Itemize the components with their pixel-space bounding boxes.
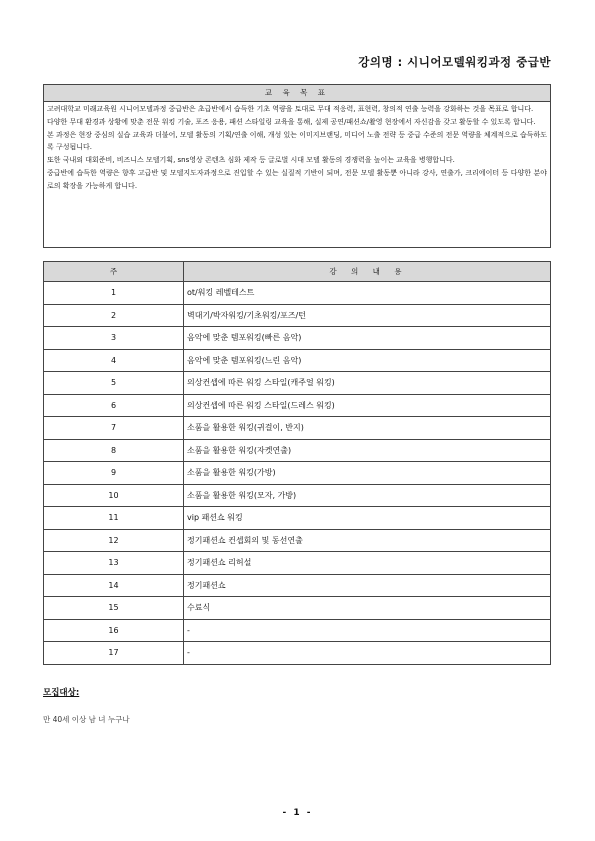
week-number: 6 [44, 394, 184, 417]
schedule-header-row [44, 262, 551, 282]
week-number: 1 [44, 282, 184, 305]
lecture-content: 수료식 [184, 597, 551, 620]
lecture-content: 음악에 맞춘 템포워킹(느린 음악) [184, 349, 551, 372]
week-number: 14 [44, 574, 184, 597]
lecture-content: 소품을 활용한 워킹(자켓연출) [184, 439, 551, 462]
week-number: 13 [44, 552, 184, 575]
course-title: 강의명 : 시니어모델워킹과정 중급반 [358, 55, 551, 69]
recruit-target-text: 만 40세 이상 남 녀 누구나 [43, 715, 130, 724]
week-column-header: 주 [44, 262, 184, 282]
lecture-content: 정기패션쇼 리허설 [184, 552, 551, 575]
lecture-content: ot/워킹 레벨테스트 [184, 282, 551, 305]
table-row [44, 484, 551, 507]
lecture-content: 음악에 맞춘 템포워킹(빠른 음악) [184, 327, 551, 350]
week-number: 7 [44, 417, 184, 440]
lecture-content: 정기패션쇼 [184, 574, 551, 597]
table-row [44, 439, 551, 462]
education-goals-box [43, 84, 551, 248]
table-row [44, 642, 551, 665]
education-goals-body [44, 102, 550, 194]
lecture-content: 정기패션쇼 컨셉회의 및 동선연출 [184, 529, 551, 552]
week-number: 10 [44, 484, 184, 507]
table-row [44, 529, 551, 552]
week-number: 5 [44, 372, 184, 395]
table-row [44, 372, 551, 395]
table-row [44, 552, 551, 575]
table-row [44, 282, 551, 305]
table-row [44, 462, 551, 485]
table-row [44, 417, 551, 440]
lecture-content: 소품을 활용한 워킹(모자, 가방) [184, 484, 551, 507]
lecture-content: vip 패션쇼 워킹 [184, 507, 551, 530]
table-row [44, 574, 551, 597]
goal-paragraph: 중급반에 습득한 역량은 향후 고급반 및 모델지도자과정으로 진입할 수 있는 실질적 기반이 되며, 전문 모델 활동뿐 아니라 강사, 연출가, 크리에이터 등 다양한 분야로의 확장을 가능하게 합니다. [47, 168, 547, 190]
lecture-content: 벽대기/박자워킹/기초워킹/포즈/턴 [184, 304, 551, 327]
page-number: - 1 - [282, 808, 313, 818]
week-number: 3 [44, 327, 184, 350]
schedule-table [43, 261, 551, 665]
table-row [44, 507, 551, 530]
lecture-content: 소품을 활용한 워킹(가방) [184, 462, 551, 485]
table-row [44, 619, 551, 642]
goal-paragraph: 본 과정은 현장 중심의 실습 교육과 더불어, 모델 활동의 기획/연출 이해, 개성 있는 이미지브랜딩, 미디어 노출 전략 등 중급 수준의 전문 역량을 체계적으로 습득하도록 구성됩니다. [47, 130, 547, 152]
week-number: 16 [44, 619, 184, 642]
week-number: 9 [44, 462, 184, 485]
lecture-content: - [184, 619, 551, 642]
week-number: 17 [44, 642, 184, 665]
content-column-header: 강 의 내 용 [184, 262, 551, 282]
goal-paragraph: 또한 국내외 대회준비, 비즈니스 모델기획, sns영상 콘텐츠 심화 제작 등 글로벌 시대 모델 활동의 경쟁력을 높이는 교육을 병행합니다. [47, 156, 455, 165]
lecture-content: 소품을 활용한 워킹(귀걸이, 반지) [184, 417, 551, 440]
goal-paragraph: 고려대학교 미래교육원 시니어모델과정 중급반은 초급반에서 습득한 기초 역량을 토대로 무대 적응력, 표현력, 창의적 연출 능력을 강화하는 것을 목표로 합니다. [47, 105, 534, 113]
week-number: 4 [44, 349, 184, 372]
lecture-content: 의상컨셉에 따른 워킹 스타일(캐주얼 워킹) [184, 372, 551, 395]
table-row [44, 327, 551, 350]
education-goals-heading: 교 육 목 표 [44, 85, 550, 102]
week-number: 15 [44, 597, 184, 620]
table-row [44, 394, 551, 417]
week-number: 8 [44, 439, 184, 462]
lecture-content: 의상컨셉에 따른 워킹 스타일(드레스 워킹) [184, 394, 551, 417]
week-number: 12 [44, 529, 184, 552]
table-row [44, 304, 551, 327]
lecture-content: - [184, 642, 551, 665]
table-row [44, 349, 551, 372]
week-number: 11 [44, 507, 184, 530]
goal-paragraph: 다양한 무대 환경과 상황에 맞춘 전문 워킹 기술, 포즈 응용, 패션 스타일링 교육을 통해, 실제 공연/패션쇼/촬영 현장에서 자신감을 갖고 활동할 수 있도록 합니다. [47, 117, 536, 126]
week-number: 2 [44, 304, 184, 327]
table-row [44, 597, 551, 620]
recruit-label: 모집대상: [43, 688, 80, 698]
